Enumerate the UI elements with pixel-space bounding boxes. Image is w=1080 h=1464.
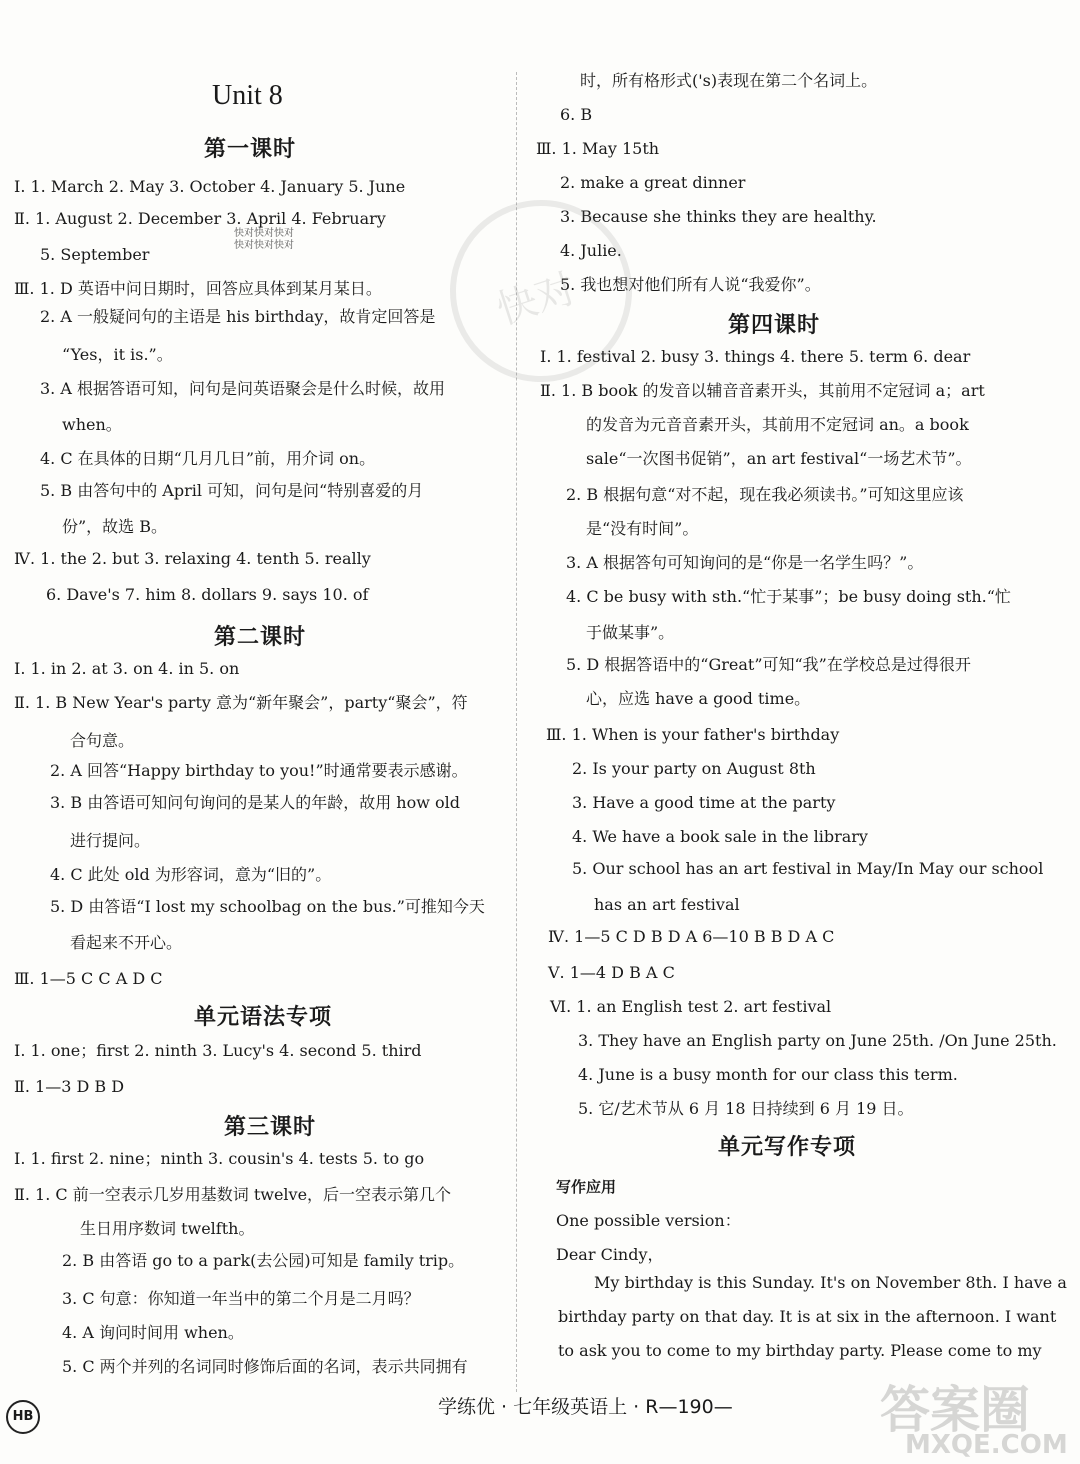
answer-line: 4. C be busy with sth.“忙于某事”；be busy doing sth.“忙 — [566, 587, 1011, 606]
answer-line: 2. A 回答“Happy birthday to you!”时通常要表示感谢。 — [50, 761, 468, 780]
answer-line: 3. A 根据答语可知，问句是问英语聚会是什么时候，故用 — [40, 379, 445, 398]
answer-line: 3. C 句意：你知道一年当中的第二个月是二月吗？ — [62, 1289, 420, 1308]
answer-line: 3. They have an English party on June 25th. /On June 25th. — [578, 1031, 1057, 1050]
answer-line: 6. Dave's 7. him 8. dollars 9. says 10. of — [46, 585, 369, 604]
answer-line: 是“没有时间”。 — [586, 519, 699, 538]
answer-line: 3. A 根据答句可知询问的是“你是一名学生吗？”。 — [566, 553, 924, 572]
answer-line: Ⅲ. 1. When is your father's birthday — [546, 725, 840, 744]
answer-line: 4. A 询问时间用 when。 — [62, 1323, 244, 1342]
answer-line: 合句意。 — [70, 731, 135, 750]
answer-line: 4. Julie. — [560, 241, 622, 260]
answer-line: Ⅱ. 1. August 2. December 3. April 4. February — [14, 209, 386, 228]
section-heading: 单元写作专项 — [718, 1135, 857, 1160]
answer-line: 4. June is a busy month for our class this term. — [578, 1065, 958, 1084]
section-heading: 第四课时 — [728, 313, 821, 338]
page-footer: 学练优 · 七年级英语上 · R—190— — [438, 1396, 733, 1418]
hb-badge: HB — [6, 1400, 40, 1434]
answer-line: 看起来不开心。 — [70, 933, 183, 952]
section-heading: 第一课时 — [204, 137, 297, 162]
answer-line: Ⅱ. 1. B New Year's party 意为“新年聚会”，party“聚会”，符 — [14, 693, 468, 712]
answer-line: 5. 我也想对他们所有人说“我爱你”。 — [560, 275, 821, 294]
watermark-logo: 答案圈 — [880, 1381, 1030, 1439]
watermark-url: MXQE.COM — [905, 1430, 1068, 1460]
answer-line: Ⅳ. 1—5 C D B D A 6—10 B B D A C — [548, 927, 835, 946]
section-heading: 单元语法专项 — [194, 1005, 333, 1030]
answer-line: My birthday is this Sunday. It's on November 8th. I have a — [594, 1273, 1067, 1292]
answer-line: 时，所有格形式('s)表现在第二个名词上。 — [580, 71, 878, 90]
answer-line: 3. Have a good time at the party — [572, 793, 836, 812]
answer-line: 5. D 由答语“I lost my schoolbag on the bus.”可推知今天 — [50, 897, 485, 916]
answer-line: Ⅰ. 1. festival 2. busy 3. things 4. there 5. term 6. dear — [540, 347, 971, 366]
answer-line: Ⅰ. 1. March 2. May 3. October 4. January 5. June — [14, 177, 406, 196]
answer-line: Ⅵ. 1. an English test 2. art festival — [550, 997, 832, 1016]
answer-line: when。 — [62, 415, 122, 434]
answer-line: Ⅲ. 1—5 C C A D C — [14, 969, 163, 988]
answer-line: 于做某事”。 — [586, 623, 675, 642]
answer-line: 2. B 根据句意“对不起，现在我必须读书。”可知这里应该 — [566, 485, 964, 504]
answer-line: birthday party on that day. It is at six in the afternoon. I want — [558, 1307, 1057, 1326]
answer-line: Ⅱ. 1. B book 的发音以辅音音素开头，其前用不定冠词 a；art — [540, 381, 985, 400]
answer-line: Dear Cindy， — [556, 1245, 664, 1264]
answer-line: One possible version： — [556, 1211, 741, 1230]
unit-title: Unit 8 — [212, 80, 283, 111]
answer-line: to ask you to come to my birthday party. Please come to my — [558, 1341, 1042, 1360]
answer-line: Ⅲ. 1. May 15th — [536, 139, 660, 158]
answer-line: Ⅰ. 1. one；first 2. ninth 3. Lucy's 4. second 5. third — [14, 1041, 422, 1060]
answer-line: 的发音为元音音素开头，其前用不定冠词 an。a book — [586, 415, 969, 434]
answer-line: 6. B — [560, 105, 593, 124]
answer-line: 生日用序数词 twelfth。 — [80, 1219, 255, 1238]
answer-line: Ⅱ. 1—3 D B D — [14, 1077, 125, 1096]
answer-line: 2. A 一般疑问句的主语是 his birthday，故肯定回答是 — [40, 307, 436, 326]
answer-line: Ⅳ. 1. the 2. but 3. relaxing 4. tenth 5. really — [14, 549, 371, 568]
answer-line: 2. make a great dinner — [560, 173, 746, 192]
watermark-small: 快对快对快对 快对快对快对 — [234, 228, 294, 251]
answer-line: 5. B 由答句中的 April 可知，问句是问“特别喜爱的月 — [40, 481, 424, 500]
answer-line: Ⅰ. 1. first 2. nine；ninth 3. cousin's 4. tests 5. to go — [14, 1149, 425, 1168]
answer-line: 5. C 两个并列的名词同时修饰后面的名词，表示共同拥有 — [62, 1357, 468, 1376]
answer-line: “Yes，it is.”。 — [62, 345, 173, 364]
answer-line: 2. Is your party on August 8th — [572, 759, 816, 778]
answer-line: Ⅱ. 1. C 前一空表示几岁用基数词 twelve，后一空表示第几个 — [14, 1185, 452, 1204]
answer-line: Ⅴ. 1—4 D B A C — [548, 963, 675, 982]
answer-line: 4. C 在具体的日期“几月几日”前，用介词 on。 — [40, 449, 376, 468]
answer-line: 5. 它/艺术节从 6 月 18 日持续到 6 月 19 日。 — [578, 1099, 914, 1118]
answer-line: Ⅲ. 1. D 英语中问日期时，回答应具体到某月某日。 — [14, 279, 382, 298]
answer-line: sale“一次图书促销”，an art festival“一场艺术节”。 — [586, 449, 972, 468]
answer-line: 写作应用 — [556, 1178, 617, 1196]
answer-line: Ⅰ. 1. in 2. at 3. on 4. in 5. on — [14, 659, 240, 678]
watermark-stamp: 快对 — [426, 176, 655, 405]
answer-line: 5. D 根据答语中的“Great”可知“我”在学校总是过得很开 — [566, 655, 971, 674]
section-heading: 第三课时 — [224, 1115, 317, 1140]
section-heading: 第二课时 — [214, 625, 307, 650]
answer-line: 2. B 由答语 go to a park(去公园)可知是 family trip。 — [62, 1251, 465, 1270]
answer-line: 5. Our school has an art festival in May/In May our school — [572, 859, 1044, 878]
answer-line: has an art festival — [594, 895, 740, 914]
answer-line: 3. Because she thinks they are healthy. — [560, 207, 877, 226]
answer-line: 进行提问。 — [70, 831, 151, 850]
answer-line: 4. C 此处 old 为形容词，意为“旧的”。 — [50, 865, 332, 884]
answer-line: 5. September — [40, 245, 150, 264]
answer-line: 3. B 由答语可知问句询问的是某人的年龄，故用 how old — [50, 793, 460, 812]
answer-line: 份”，故选 B。 — [62, 517, 168, 536]
answer-line: 心，应选 have a good time。 — [586, 689, 811, 708]
answer-line: 4. We have a book sale in the library — [572, 827, 868, 846]
